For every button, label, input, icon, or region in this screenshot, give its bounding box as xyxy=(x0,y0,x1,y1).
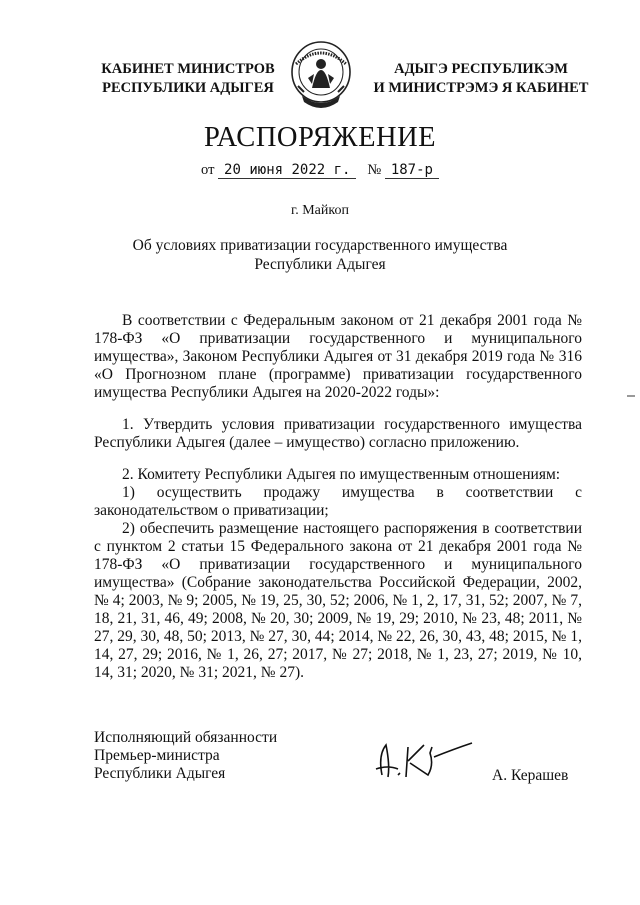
document-title: РАСПОРЯЖЕНИЕ xyxy=(203,122,437,153)
subject xyxy=(100,236,540,274)
position-line2: Премьер-министра xyxy=(94,747,220,764)
header-left-line1: КАБИНЕТ МИНИСТРОВ xyxy=(101,61,275,77)
subject-line1: Об условиях приватизации государственного имущества xyxy=(132,237,508,254)
item2-block xyxy=(94,466,582,682)
position-line1: Исполняющий обязанности xyxy=(94,729,278,746)
number-label: № xyxy=(367,162,382,178)
dateline xyxy=(0,162,640,179)
header-left-line2: РЕСПУБЛИКИ АДЫГЕЯ xyxy=(102,80,274,96)
city: г. Майкоп xyxy=(291,203,349,218)
signatory-position xyxy=(94,729,277,783)
preamble: В соответствии с Федеральным законом от 21 декабря 2001 года № 178-ФЗ «О приватизации государственного и муниципального имущества», Законом Республики Адыгея от 31 декабря 2019 года № 316 «О Прогнозном плане (программе) приватизации государственного имущества Республики Адыгея на 2020-2022 годы»: xyxy=(94,312,582,401)
date-from-label: от xyxy=(201,162,215,178)
item1-block xyxy=(94,416,582,452)
margin-mark xyxy=(627,395,635,397)
header-right-line2: И МИНИСТРЭМЭ Я КАБИНЕТ xyxy=(373,80,589,96)
subject-line2: Республики Адыгея xyxy=(254,256,386,273)
header-right xyxy=(356,60,606,98)
item-2-2: 2) обеспечить размещение настоящего распоряжения в соответствии с пунктом 2 статьи 15 Федерального закона от 21 декабря 2001 года № 178-ФЗ «О приватизации государственного и муниципального имущества» (Собрание законодательства Российской Федерации, 2002, № 4; 2003, № 9; 2005, № 19, 25, 30, 52; 2006, № 1, 2, 17, 31, 52; 2007, № 7, 18, 21, 31, 46, 49; 2008, № 20, 30; 2009, № 19, 29; 2010, № 23, 48; 2011, № 27, 29, 30, 48, 50; 2013, № 27, 30, 44; 2014, № 22, 26, 30, 43, 48; 2015, № 1, 14, 27, 29; 2016, № 1, 26, 27; 2017, № 27; 2018, № 1, 23, 27; 2019, № 10, 14, 31; 2020, № 31; 2021, № 27). xyxy=(94,520,582,681)
item-2-1: 1) осуществить продажу имущества в соответствии с законодательством о приватизации; xyxy=(94,484,582,519)
header-right-line1: АДЫГЭ РЕСПУБЛИКЭМ xyxy=(394,61,568,77)
handwritten-signature xyxy=(368,735,478,785)
position-line3: Республики Адыгея xyxy=(94,765,226,782)
signatory-name: А. Керашев xyxy=(492,767,569,784)
header-left xyxy=(88,60,288,98)
item-1: 1. Утвердить условия приватизации государственного имущества Республики Адыгея (далее – имущество) согласно приложению. xyxy=(94,416,582,451)
preamble-block xyxy=(94,312,582,402)
coat-of-arms-emblem-icon xyxy=(288,40,354,114)
number-value: 187-р xyxy=(385,162,439,179)
date-value: 20 июня 2022 г. xyxy=(218,162,356,179)
item-2: 2. Комитету Республики Адыгея по имущественным отношениям: xyxy=(122,466,561,483)
